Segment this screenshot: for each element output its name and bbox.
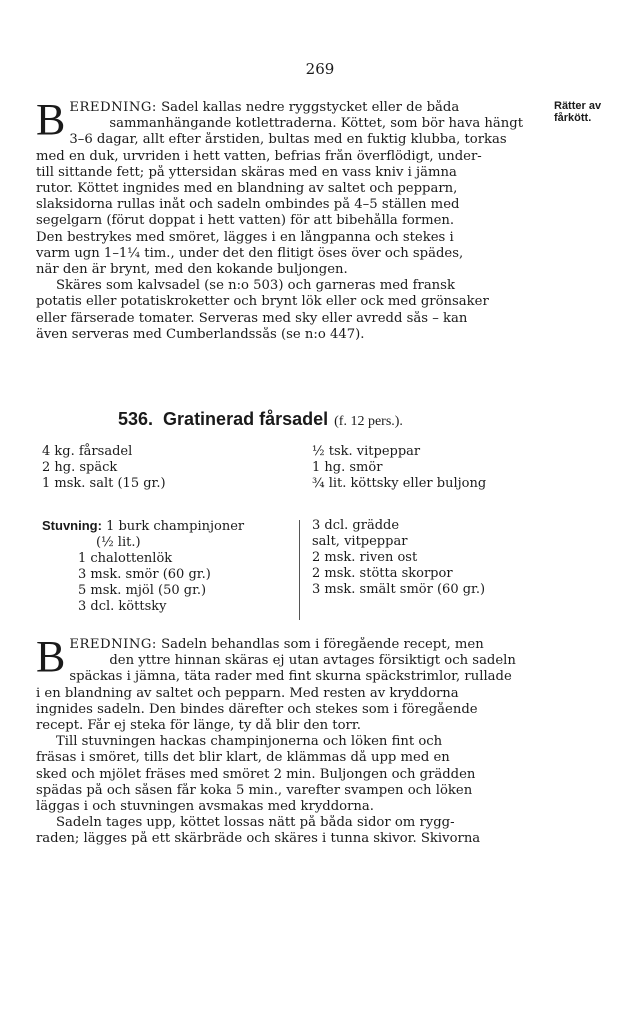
stuvning-item: 1 burk champinjoner <box>106 519 245 534</box>
page-number: 269 <box>305 60 335 78</box>
recipe-title <box>118 409 578 430</box>
ingredient-item: 3 dcl. grädde <box>312 518 400 533</box>
stuvning-left <box>42 518 244 615</box>
ingredient-item: ½ tsk. vitpeppar <box>312 444 421 459</box>
ingredient-item: (½ lit.) <box>96 535 141 550</box>
text-line: Skäres som kalvsadel (se n:o 503) och garneras med fransk <box>56 278 455 294</box>
ingredient-item: 2 msk. riven ost <box>312 550 418 565</box>
text-line: slaksidorna rullas inåt och sadeln ombindes på 4–5 ställen med <box>36 197 460 213</box>
method-paragraph <box>36 632 556 848</box>
ingredient-item: 2 msk. stötta skorpor <box>312 566 453 581</box>
lead-word: EREDNING: <box>69 637 157 652</box>
ingredient-item: ¾ lit. köttsky eller buljong <box>312 476 487 491</box>
ingredient-item: 1 chalottenlök <box>78 551 173 566</box>
line-text: Sadeln behandlas som i föregående recept, men <box>161 637 484 652</box>
lead-word: EREDNING: <box>69 100 157 115</box>
stuvning-right <box>312 518 485 598</box>
stuvning-label: Stuvning: <box>42 518 102 533</box>
text-line: i en blandning av saltet och pepparn. Med resten av kryddorna <box>36 685 459 701</box>
text-line: 3–6 dagar, allt efter årstiden, bultas med en fuktig klubba, torkas <box>69 132 507 148</box>
ingredient-item: 5 msk. mjöl (50 gr.) <box>78 583 207 598</box>
recipe-name: Gratinerad fårsadel <box>163 409 329 429</box>
text-line: även serveras med Cumberlandssås (se n:o 447). <box>36 326 365 342</box>
text-line: sammanhängande kotlettraderna. Köttet, som bör hava hängt <box>109 116 524 132</box>
text-line <box>69 100 556 116</box>
text-line: till sittande fett; på yttersidan skäras med en vass kniv i jämna <box>36 164 457 180</box>
text-line: ingnides sadeln. Den bindes därefter och stekes som i föregående <box>36 701 478 717</box>
ingredient-item: 3 msk. smör (60 gr.) <box>78 567 211 582</box>
text-line: med en duk, urvriden i hett vatten, befrias från överflödigt, under- <box>36 148 482 164</box>
text-line: den yttre hinnan skäras ej utan avtages försiktigt och sadeln <box>109 653 516 669</box>
drop-cap: B <box>36 95 66 144</box>
text-line: Den bestrykes med smöret, lägges i en långpanna och stekes i <box>36 229 454 245</box>
text-line: varm ugn 1–1¼ tim., under det den flitigt öses över och spädes, <box>36 245 464 261</box>
text-line: sked och mjölet fräses med smöret 2 min. Buljongen och grädden <box>36 766 476 782</box>
ingredient-item: salt, vitpeppar <box>312 534 408 549</box>
text-line: potatis eller potatiskroketter och brynt lök eller ock med grönsaker <box>36 294 489 310</box>
ingredient-item: 4 kg. fårsadel <box>42 444 133 459</box>
text-line <box>69 637 556 653</box>
ingredient-item: 3 msk. smält smör (60 gr.) <box>312 582 486 597</box>
text-line: när den är brynt, med den kokande buljongen. <box>36 262 348 278</box>
text-line: späckas i jämna, täta rader med fint skurna späckstrimlor, rullade <box>69 669 512 685</box>
text-line: Sadeln tages upp, köttet lossas nätt på båda sidor om rygg- <box>56 815 455 831</box>
ingredient-item: 1 msk. salt (15 gr.) <box>42 476 166 491</box>
text-line: spädas på och såsen får koka 5 min., varefter svampen och löken <box>36 782 473 798</box>
ingredient-item: 3 dcl. köttsky <box>78 599 167 614</box>
text-line: raden; lägges på ett skärbräde och skäres i tunna skivor. Skivorna <box>36 831 481 847</box>
column-divider <box>299 520 300 620</box>
ingredient-item: 2 hg. späck <box>42 460 118 475</box>
text-line: läggas i och stuvningen avsmakas med kryddorna. <box>36 799 374 815</box>
line-text: Sadel kallas nedre ryggstycket eller de båda <box>161 100 460 115</box>
recipe-number: 536. <box>118 409 154 429</box>
recipe-serves: (f. 12 pers.). <box>334 414 403 429</box>
ingredient-item: 1 hg. smör <box>312 460 383 475</box>
text-line: recept. Får ej steka för länge, ty då blir den torr. <box>36 718 361 734</box>
text-line: eller färserade tomater. Serveras med sky eller avredd sås – kan <box>36 310 468 326</box>
text-line: Till stuvningen hackas champinjonerna och löken fint och <box>56 734 443 750</box>
text-line: rutor. Köttet ingnides med en blandning av saltet och pepparn, <box>36 181 458 197</box>
drop-cap: B <box>36 632 66 681</box>
intro-paragraph <box>36 95 556 343</box>
text-line: fräsas i smöret, tills det blir klart, de klämmas då upp med en <box>36 750 450 766</box>
side-note: Rätter av fårkött. <box>554 100 602 124</box>
text-line: segelgarn (förut doppat i hett vatten) för att bibehålla formen. <box>36 213 455 229</box>
ingredients-left <box>42 444 166 492</box>
ingredients-right <box>312 444 486 492</box>
